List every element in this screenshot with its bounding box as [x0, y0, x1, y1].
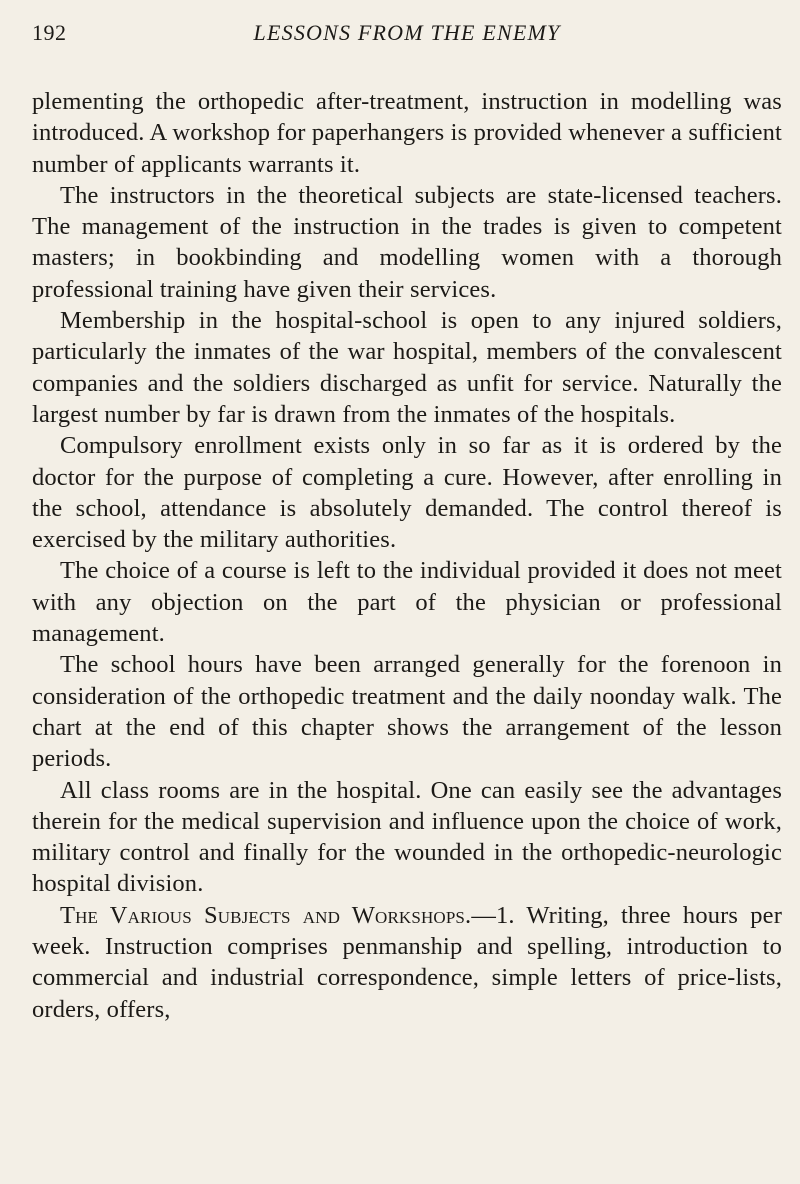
- paragraph: The instructors in the theoretical subjects are state-licensed teachers. The management of the instruction in the trades is given to competent masters; in bookbinding and modelling women with a thorough professional training have given their services.: [32, 181, 782, 303]
- section-paragraph: [32, 900, 782, 1025]
- paragraph: Compulsory enrollment exists only in so far as it is ordered by the doctor for the purpose of completing a cure. However, after enrolling in the school, attendance is absolutely demanded. The control thereof is exercised by the military authorities.: [32, 432, 782, 554]
- page-number: 192: [32, 20, 67, 45]
- running-head: [32, 18, 782, 58]
- running-head-title: LESSONS FROM THE ENEMY: [253, 20, 561, 45]
- body-text: [32, 86, 782, 1025]
- section-text: —1. Writing, three hours per week. Instruction comprises penmanship and spelling, introduction to commercial and industrial correspondence, simple letters of price-lists, orders, offers,: [32, 901, 783, 1023]
- section-heading: The Various Subjects and Workshops.: [60, 901, 472, 929]
- paragraph: All class rooms are in the hospital. One can easily see the advantages therein for the medical supervision and influence upon the choice of work, military control and finally for the wounded in the orthopedic-neurologic hospital division.: [32, 776, 782, 898]
- paragraph: Membership in the hospital-school is open to any injured soldiers, particularly the inmates of the war hospital, members of the convalescent companies and the soldiers discharged as unfit for service. Naturally the largest number by far is drawn from the inmates of the hospitals.: [32, 307, 782, 428]
- paragraph: The school hours have been arranged generally for the forenoon in consideration of the orthopedic treatment and the daily noonday walk. The chart at the end of this chapter shows the arrangement of the lesson periods.: [32, 651, 782, 773]
- paragraph: The choice of a course is left to the individual provided it does not meet with any objection on the part of the physician or professional management.: [32, 557, 782, 648]
- book-page: [32, 18, 782, 1025]
- paragraph: plementing the orthopedic after-treatment, instruction in modelling was introduced. A workshop for paperhangers is provided whenever a sufficient number of applicants warrants it.: [32, 88, 782, 178]
